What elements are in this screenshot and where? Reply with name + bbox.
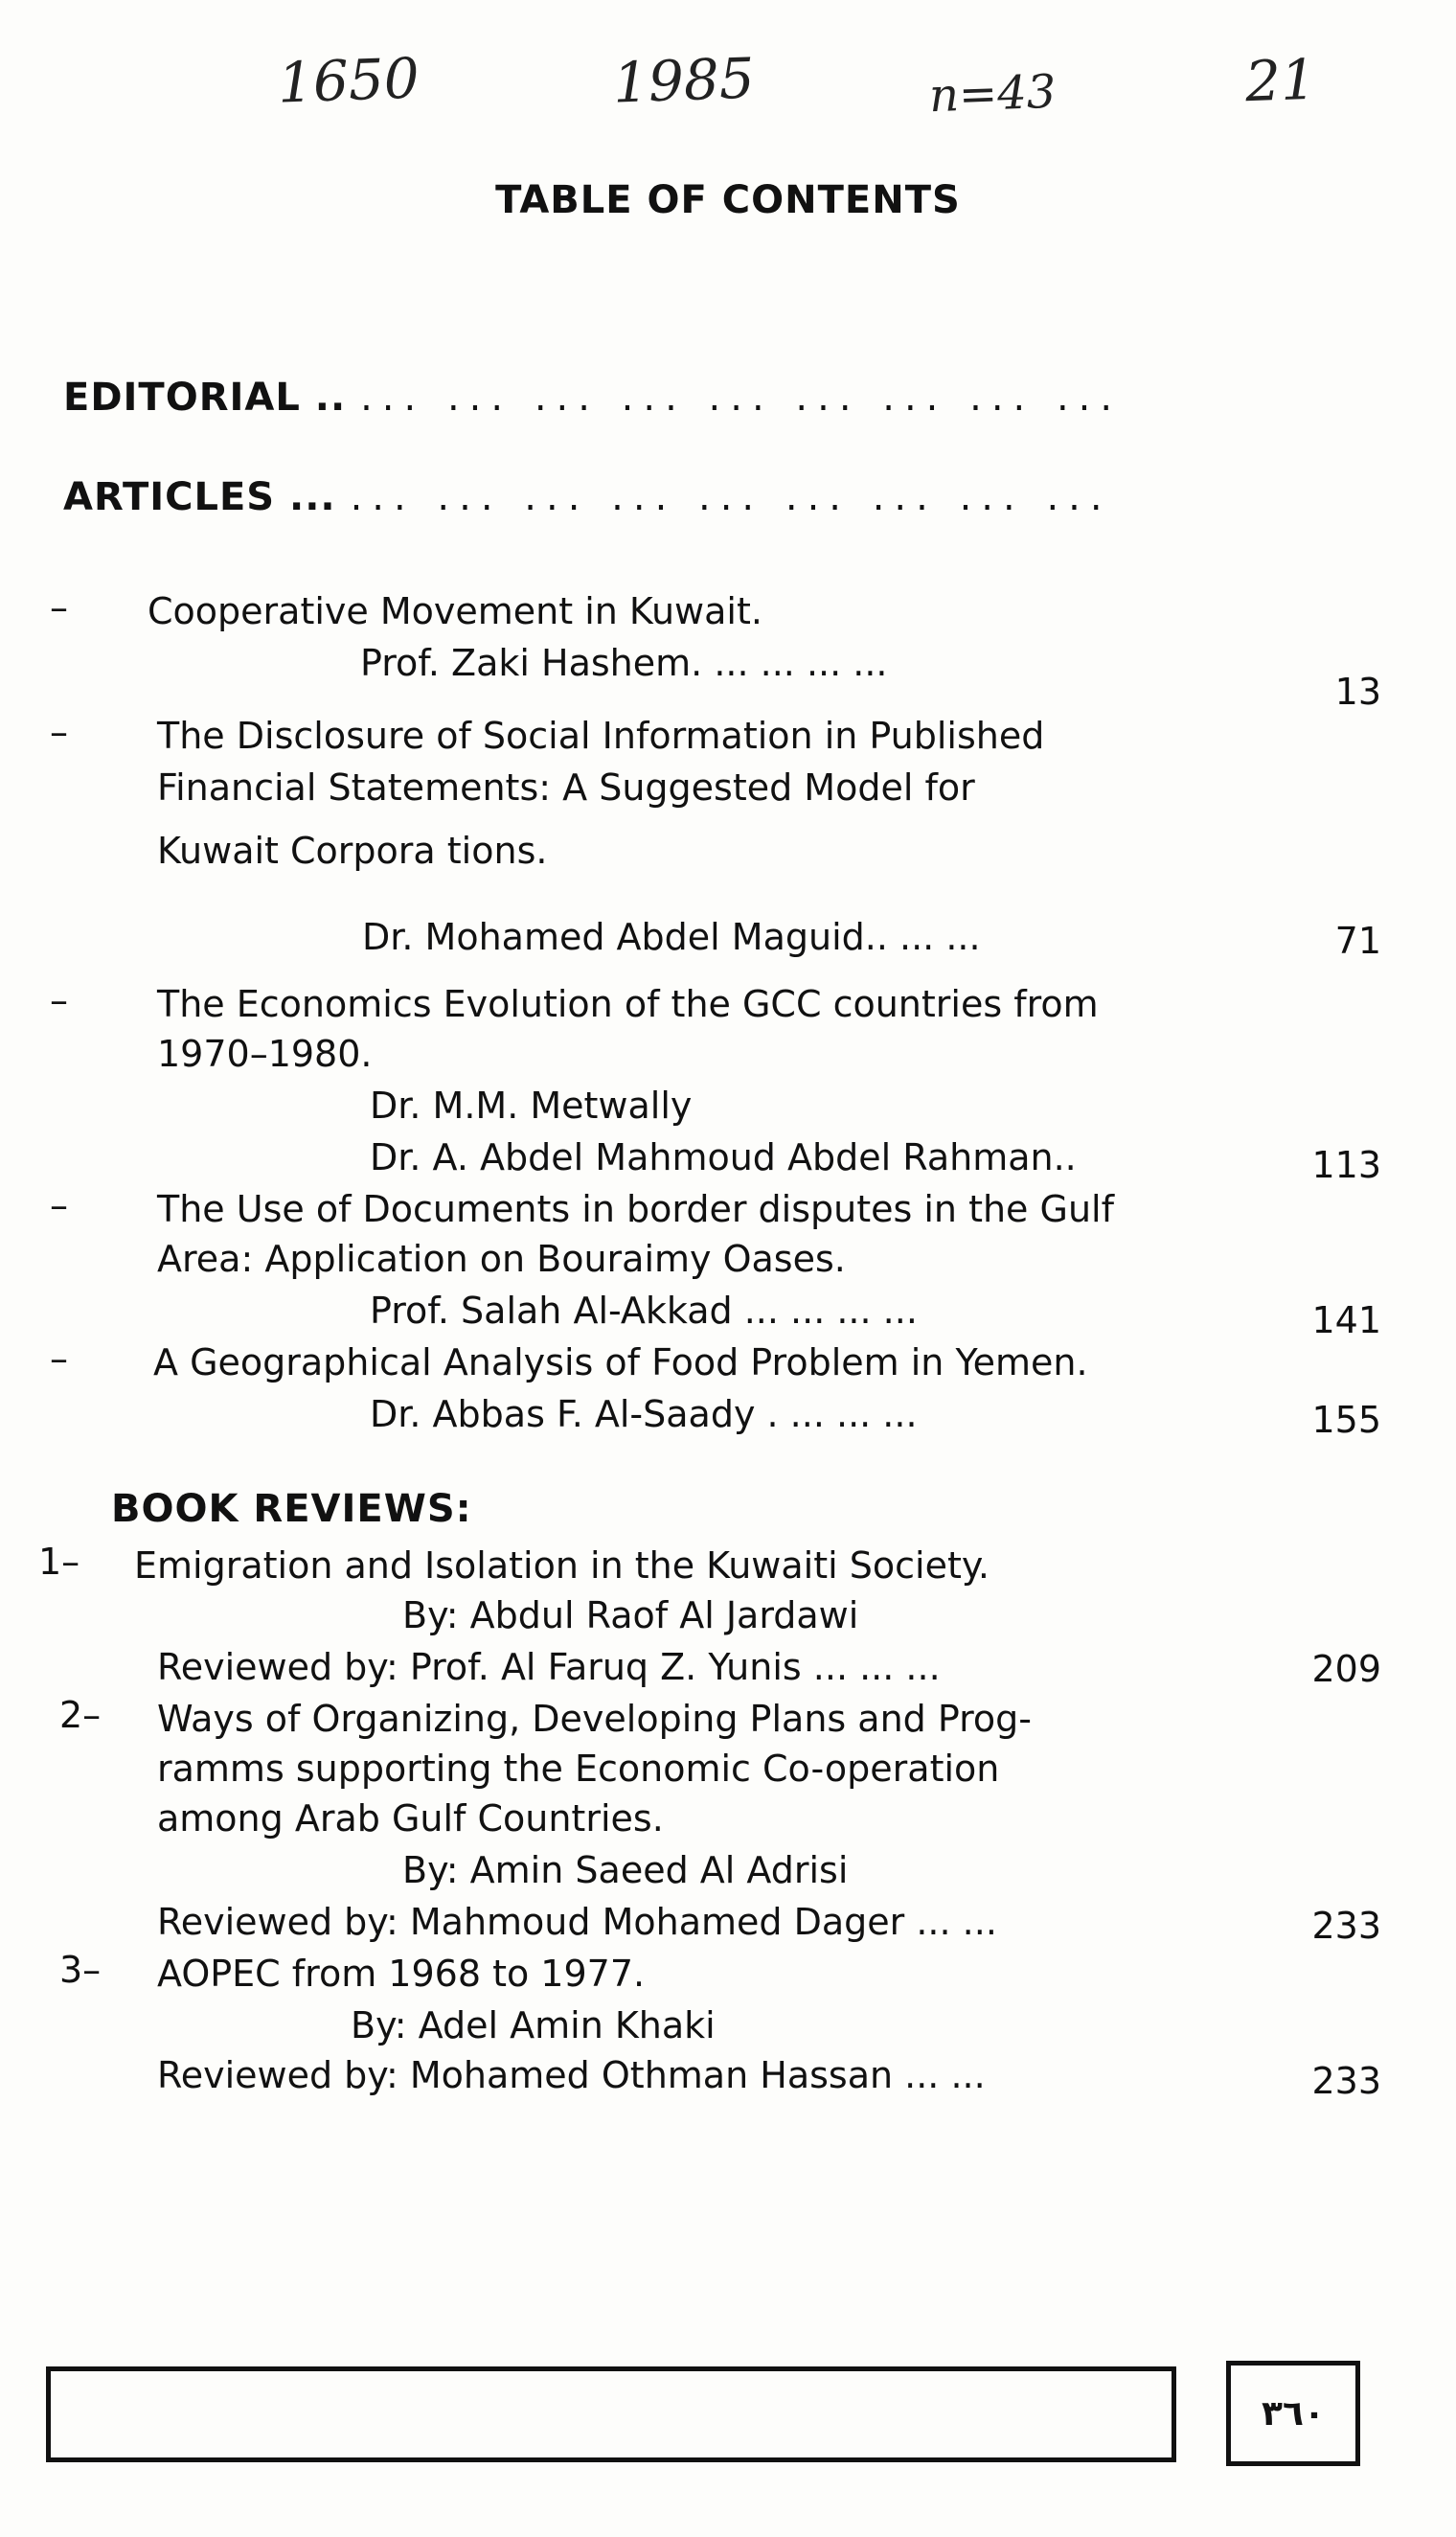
page-number: 155 bbox=[1311, 1399, 1381, 1441]
footer-box bbox=[46, 2366, 1176, 2462]
page-number: 209 bbox=[1311, 1648, 1381, 1690]
review-title: Ways of Organizing, Developing Plans and Prog- bbox=[157, 1698, 1032, 1740]
page-number: 233 bbox=[1311, 2060, 1381, 2102]
leader-dots: ... ... ... ... ... ... ... ... ... bbox=[350, 475, 1112, 519]
article-bullet: – bbox=[50, 979, 68, 1021]
article-bullet: – bbox=[50, 586, 68, 629]
page-number: 113 bbox=[1311, 1144, 1381, 1186]
page-number: 13 bbox=[1334, 671, 1381, 713]
review-book-author: By: Abdul Raof Al Jardawi bbox=[402, 1594, 859, 1636]
article-author: Dr. A. Abdel Mahmoud Abdel Rahman.. bbox=[370, 1136, 1077, 1178]
review-number: 3– bbox=[59, 1949, 102, 1991]
article-title: 1970–1980. bbox=[157, 1033, 373, 1075]
section-label: ARTICLES ... bbox=[63, 475, 336, 519]
section-articles bbox=[63, 475, 1112, 519]
review-title: Emigration and Isolation in the Kuwaiti Society. bbox=[134, 1544, 990, 1587]
review-reviewer: Reviewed by: Mahmoud Mohamed Dager ... ... bbox=[157, 1901, 997, 1943]
page-title: TABLE OF CONTENTS bbox=[495, 178, 961, 222]
handwritten-note: 1985 bbox=[611, 45, 756, 116]
article-author: Dr. Abbas F. Al-Saady . ... ... ... bbox=[370, 1393, 918, 1435]
review-title: ramms supporting the Economic Co-operation bbox=[157, 1748, 1000, 1790]
article-title: Cooperative Movement in Kuwait. bbox=[148, 590, 762, 632]
article-title: Kuwait Corpora tions. bbox=[157, 830, 548, 872]
article-title: The Disclosure of Social Information in Published bbox=[157, 715, 1045, 757]
review-number: 1– bbox=[38, 1541, 80, 1583]
page-number: 233 bbox=[1311, 1905, 1381, 1947]
footer-page-number: ٣٦٠ bbox=[1226, 2361, 1360, 2466]
article-bullet: – bbox=[50, 1337, 68, 1380]
article-title: A Geographical Analysis of Food Problem in Yemen. bbox=[153, 1341, 1088, 1383]
article-title: Area: Application on Bouraimy Oases. bbox=[157, 1238, 846, 1280]
section-editorial bbox=[63, 376, 1122, 420]
handwritten-note: 21 bbox=[1243, 46, 1317, 115]
page-number: 71 bbox=[1334, 920, 1381, 962]
review-number: 2– bbox=[59, 1694, 102, 1736]
handwritten-note: n=43 bbox=[928, 64, 1058, 124]
article-bullet: – bbox=[50, 1184, 68, 1226]
article-author: Prof. Zaki Hashem. ... ... ... ... bbox=[360, 642, 888, 684]
section-book-reviews: BOOK REVIEWS: bbox=[111, 1487, 472, 1531]
article-author: Dr. Mohamed Abdel Maguid.. ... ... bbox=[362, 916, 981, 958]
review-reviewer: Reviewed by: Mohamed Othman Hassan ... ... bbox=[157, 2054, 986, 2096]
page-number: 141 bbox=[1311, 1299, 1381, 1341]
article-author: Prof. Salah Al-Akkad ... ... ... ... bbox=[370, 1290, 918, 1332]
leader-dots: ... ... ... ... ... ... ... ... ... bbox=[360, 376, 1123, 420]
article-title: Financial Statements: A Suggested Model for bbox=[157, 766, 975, 809]
review-title: AOPEC from 1968 to 1977. bbox=[157, 1953, 646, 1995]
review-book-author: By: Amin Saeed Al Adrisi bbox=[402, 1849, 849, 1891]
section-label: EDITORIAL .. bbox=[63, 376, 347, 420]
review-book-author: By: Adel Amin Khaki bbox=[351, 2004, 716, 2046]
article-author: Dr. M.M. Metwally bbox=[370, 1085, 693, 1127]
handwritten-note: 1650 bbox=[276, 45, 421, 116]
review-reviewer: Reviewed by: Prof. Al Faruq Z. Yunis ... ... ... bbox=[157, 1646, 941, 1688]
article-title: The Use of Documents in border disputes in the Gulf bbox=[157, 1188, 1114, 1230]
article-title: The Economics Evolution of the GCC countries from bbox=[157, 983, 1099, 1025]
article-bullet: – bbox=[50, 711, 68, 753]
review-title: among Arab Gulf Countries. bbox=[157, 1797, 664, 1840]
